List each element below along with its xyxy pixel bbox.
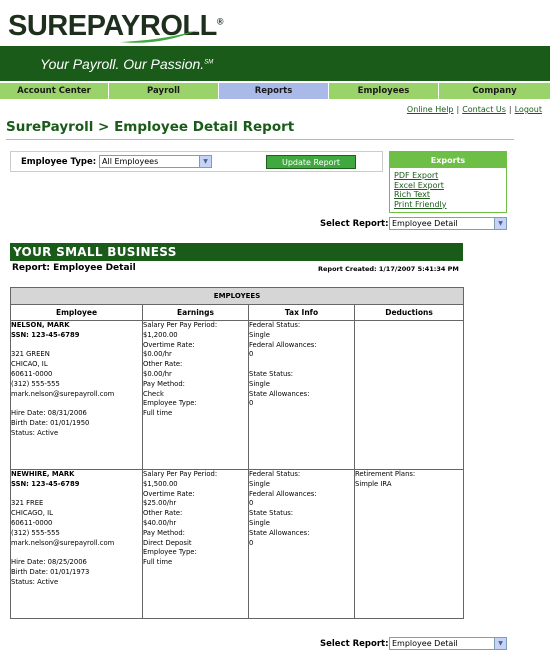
cell-line: mark.nelson@surepayroll.com	[11, 389, 115, 398]
nav-account-center[interactable]: Account Center	[0, 83, 109, 99]
cell-line: Retirement Plans:	[355, 470, 416, 478]
cell-line: 0	[249, 399, 254, 408]
employee-type-select[interactable]: All Employees ▼	[99, 155, 212, 168]
logout-link[interactable]: Logout	[514, 105, 542, 114]
contact-us-link[interactable]: Contact Us	[462, 105, 506, 114]
cell-line: Salary Per Pay Period:	[143, 470, 218, 478]
title-divider	[6, 139, 514, 140]
employees-band-header: EMPLOYEES	[11, 288, 464, 305]
select-report-dropdown-bottom[interactable]: Employee Detail ▼	[389, 637, 507, 650]
business-name-bar: YOUR SMALL BUSINESS	[10, 243, 463, 261]
cell-line: Other Rate:	[143, 509, 183, 518]
cell-line: Federal Status:	[249, 470, 301, 478]
cell-line: Employee Type:	[143, 548, 197, 557]
cell-line: Simple IRA	[355, 479, 392, 488]
cell-line: State Status:	[249, 509, 294, 518]
exports-title: Exports	[390, 152, 506, 168]
cell-line: Status: Active	[11, 428, 59, 437]
earnings-cell	[143, 321, 249, 470]
cell-line: Hire Date: 08/25/2006	[11, 558, 87, 567]
table-row	[11, 321, 464, 470]
cell-line: Single	[249, 330, 270, 339]
exports-panel	[389, 151, 507, 213]
cell-line: Overtime Rate:	[143, 340, 195, 349]
column-header-earnings: Earnings	[143, 305, 249, 321]
select-report-label-bottom: Select Report:	[320, 639, 389, 649]
cell-line: NELSON, MARK	[11, 321, 70, 329]
employee-type-label: Employee Type:	[21, 157, 97, 167]
cell-line: $25.00/hr	[143, 499, 177, 508]
deductions-cell	[355, 321, 464, 470]
employee-cell	[11, 470, 143, 619]
cell-line: Hire Date: 08/31/2006	[11, 409, 87, 418]
column-header-employee: Employee	[11, 305, 143, 321]
cell-line: Birth Date: 01/01/1950	[11, 418, 90, 427]
nav-reports[interactable]: Reports	[219, 83, 329, 99]
chevron-down-icon[interactable]: ▼	[494, 218, 506, 229]
cell-line: Federal Allowances:	[249, 489, 317, 498]
cell-line: (312) 555-555	[11, 528, 60, 537]
cell-line: 60611-0000	[11, 369, 53, 378]
report-name: Report: Employee Detail	[12, 263, 136, 273]
cell-line	[249, 360, 354, 370]
earnings-cell	[143, 470, 249, 619]
chevron-down-icon[interactable]: ▼	[199, 156, 211, 167]
nav-payroll[interactable]: Payroll	[109, 83, 219, 99]
employees-table	[10, 287, 464, 619]
deductions-cell	[355, 470, 464, 619]
cell-line: 60611-0000	[11, 518, 53, 527]
cell-line: Single	[249, 379, 270, 388]
cell-line: $1,200.00	[143, 330, 178, 339]
cell-line: Overtime Rate:	[143, 489, 195, 498]
page-title: SurePayroll > Employee Detail Report	[6, 119, 295, 135]
employee-cell	[11, 321, 143, 470]
cell-line: Full time	[143, 558, 173, 567]
cell-line: $1,500.00	[143, 479, 178, 488]
report-created: Report Created: 1/17/2007 5:41:34 PM	[318, 265, 459, 273]
cell-line: $40.00/hr	[143, 518, 177, 527]
nav-company[interactable]: Company	[439, 83, 550, 99]
select-report-dropdown-top[interactable]: Employee Detail ▼	[389, 217, 507, 230]
cell-line: 321 FREE	[11, 499, 44, 508]
cell-line: Direct Deposit	[143, 538, 192, 547]
filter-box	[10, 151, 383, 172]
cell-line: State Status:	[249, 369, 294, 378]
cell-line: $0.00/hr	[143, 350, 172, 359]
excel-export-link[interactable]: Excel Export	[394, 180, 444, 190]
tax-info-cell	[249, 321, 355, 470]
cell-line	[11, 341, 142, 351]
select-report-label: Select Report:	[320, 219, 389, 229]
cell-line: Federal Allowances:	[249, 340, 317, 349]
print-friendly-link[interactable]: Print Friendly	[394, 199, 447, 209]
cell-line: Birth Date: 01/01/1973	[11, 567, 90, 576]
cell-line: Check	[143, 389, 164, 398]
nav-employees[interactable]: Employees	[329, 83, 439, 99]
cell-line: 321 GREEN	[11, 350, 50, 359]
cell-line: Pay Method:	[143, 379, 185, 388]
tax-info-cell	[249, 470, 355, 619]
cell-line: 0	[249, 538, 254, 547]
cell-line: Pay Method:	[143, 528, 185, 537]
pdf-export-link[interactable]: PDF Export	[394, 171, 439, 180]
cell-line: SSN: 123-45-6789	[11, 479, 80, 488]
cell-line: State Allowances:	[249, 528, 310, 537]
chevron-down-icon[interactable]: ▼	[494, 638, 506, 649]
cell-line	[11, 399, 142, 409]
cell-line: Employee Type:	[143, 399, 197, 408]
cell-line	[11, 490, 142, 500]
column-header-deductions: Deductions	[355, 305, 464, 321]
cell-line: State Allowances:	[249, 389, 310, 398]
cell-line	[11, 548, 142, 558]
cell-line: NEWHIRE, MARK	[11, 470, 75, 478]
cell-line: Salary Per Pay Period:	[143, 321, 218, 329]
cell-line: 0	[249, 499, 254, 508]
main-nav	[0, 83, 550, 99]
table-row	[11, 470, 464, 619]
update-report-button[interactable]: Update Report	[266, 155, 356, 169]
cell-line: Single	[249, 479, 270, 488]
cell-line: $0.00/hr	[143, 369, 172, 378]
header-logo-area	[0, 0, 550, 46]
top-links: Online Help | Contact Us | Logout	[406, 105, 542, 114]
cell-line: (312) 555-555	[11, 379, 60, 388]
online-help-link[interactable]: Online Help	[406, 105, 454, 114]
cell-line: 0	[249, 350, 254, 359]
cell-line: CHICAO, IL	[11, 360, 48, 369]
cell-line: Full time	[143, 409, 173, 418]
cell-line: Other Rate:	[143, 360, 183, 369]
column-header-tax-info: Tax Info	[249, 305, 355, 321]
cell-line: mark.nelson@surepayroll.com	[11, 538, 115, 547]
surepayroll-logo[interactable]: SUREPAYROLL®	[8, 10, 223, 42]
cell-line: Federal Status:	[249, 321, 301, 329]
cell-line: SSN: 123-45-6789	[11, 330, 80, 339]
logo-swoosh-icon	[120, 30, 200, 46]
cell-line: Single	[249, 518, 270, 527]
cell-line: Status: Active	[11, 577, 59, 586]
tagline: Your Payroll. Our Passion.℠	[40, 56, 214, 72]
cell-line: CHICAGO, IL	[11, 509, 53, 518]
rich-text-link[interactable]: Rich Text	[394, 190, 430, 199]
